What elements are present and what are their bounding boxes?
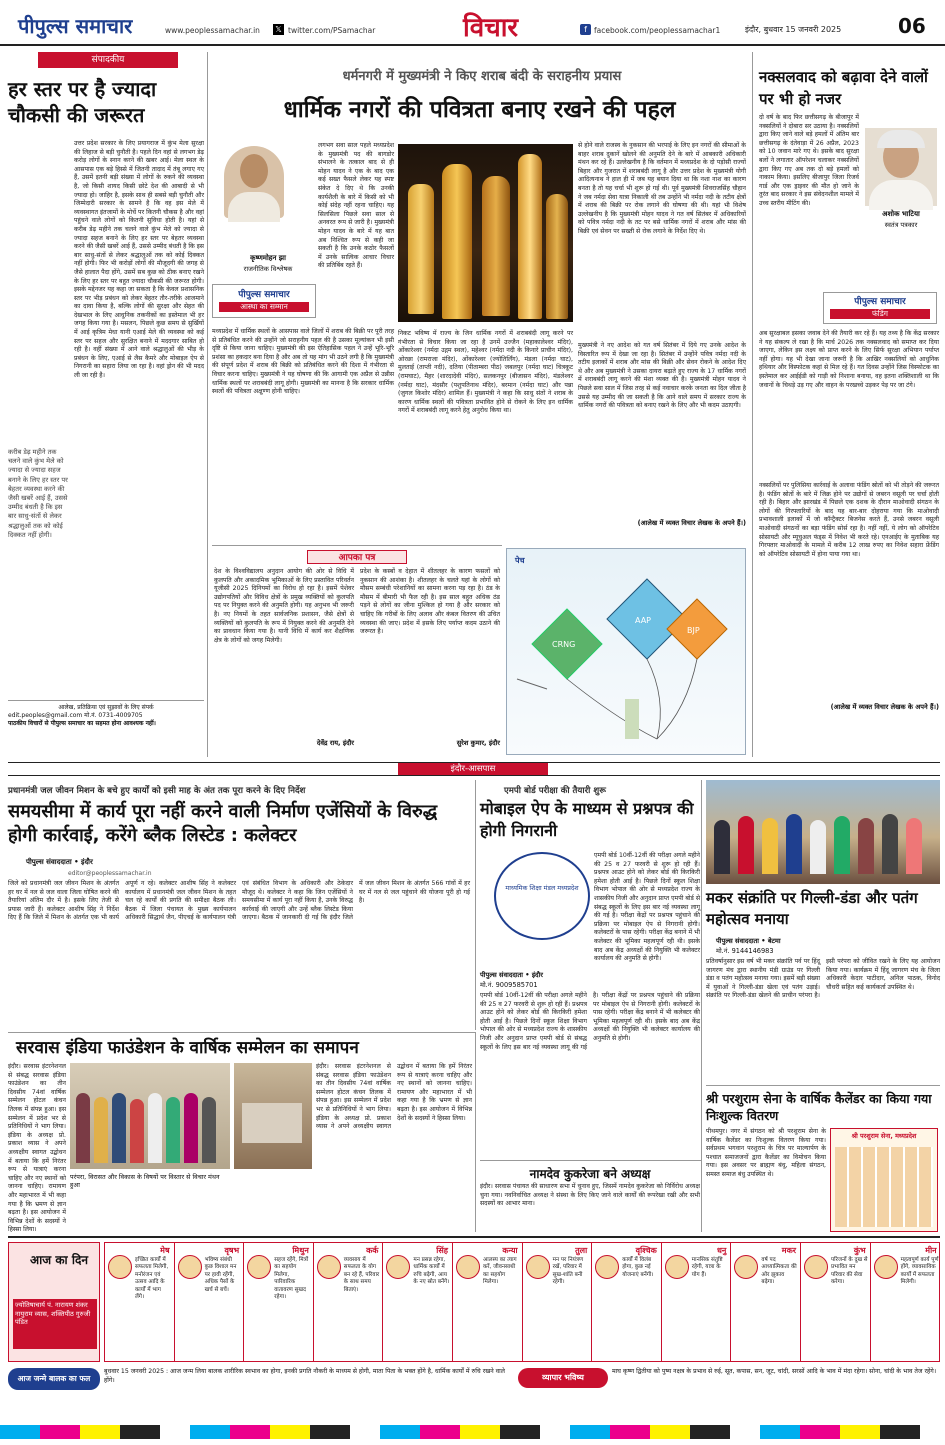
- main-body-col2: मध्यप्रदेश में धार्मिक स्थलों के आसपास वाले जिलों में शराब की बिक्री पर पूरी तरह से प्रतिबंधित करने की उन्होंने जो सराहनीय पहल की है उसका मूल्यांकन भी इसी दृष्टि से किया जाना चाहिए। मुख्यमंत्री की इस ऐतिहासिक पहल ने उन्हें भूरि-भूरि प्रशंसा का हकदार बना दिया है और अब तो यह मांग भी उठने लगी है कि मुख्यमंत्री की संपूर्ण प्रदेश में शराब की बिक्री को प्रतिबंधित करने की दिशा में गंभीरता से विचार करना चाहिए। मुख्यमंत्री ने यह घोषणा की कि आगामी एक अप्रैल से उन्नीस धार्मिक स्थलों पर शराबबंदी लागू होगी। मुख्यमंत्री का मानना है कि सरकार धार्मिक स्थलों की पवित्रता अक्षुण्ण होनी चाहिए।: [212, 328, 394, 396]
- column-logo-box: [212, 284, 316, 318]
- letters-col1-sign: देवेंद्र राय, इंदौर: [316, 739, 354, 747]
- story1-byline: पीपुल्स संवाददाता • इंदौर: [26, 858, 93, 866]
- editorial-headline: हर स्तर पर है ज्यादा चौकसी की जरूरत: [8, 77, 157, 127]
- story2-body-top: एमपी बोर्ड 10वीं-12वीं की परीक्षा अगले महीने की 25 व 27 फरवरी से शुरू हो रही हैं। प्रश्नपत्र आउट होने को लेकर बोर्ड की किरकिरी हमेशा होती आई है। पिछले दिनों स्कूल शिक्षा विभाग भोपाल की ओर से मध्यप्रदेश राज्य के शासकीय निजी और अनुदान प्राप्त एमपी बोर्ड से संबद्ध स्कूलों के लिए इस बार नई व्यवस्था लागू की गई है। परीक्षा केंद्रों पर प्रश्नपत्र पहुंचाने की प्रक्रिया पर मोबाइल ऐप से निगरानी होगी। कलेक्टरों के पास रहेगी। परीक्षा केंद्र बनाने में भी कलेक्टर की भूमिका महत्वपूर्ण रही थी। इसके बाद अब केंद्र अध्यक्षों की नियुक्ति भी कलेक्टर कार्यालय की अनुमति से होगी।: [594, 852, 700, 963]
- main-kicker: धर्मनगरी में मुख्यमंत्री ने किए शराब बंदी के सराहनीय प्रयास: [342, 69, 622, 84]
- story3-body-right: इंदौर। सरवास इंटरनेशनल से संबद्ध सरवास इंडिया फाउंडेशन का तीन दिवसीय 74वां वार्षिक सम्मेलन होटल कंचन तिलक में संपन्न हुआ। इस सम्मेलन में प्रदेश भर से प्रतिनिधियों ने भाग लिया। इंडिया के अध्यक्ष प्रो. प्रकाश व्यास ने अपने अध्यक्षीय स्वागत उद्बोधन में बताया कि हमें निरंतर रूप से यात्राएं करना चाहिए और नए स्थानों को जानना चाहिए। रामायण और महाभारत में भी कहा गया है कि भ्रमण से ज्ञान बढ़ता है। इस आयोजन में विभिन्न देशों के सदस्यों ने हिस्सा लिया।: [316, 1063, 472, 1131]
- main-body-col3: निकट भविष्य में राज्य के जिन धार्मिक नगरों में शराबबंदी लागू करने पर गंभीरता से विचार किया जा रहा है उनमें उज्जैन (महाकालेश्वर मंदिर), ओंकारेश्वर (नर्मदा उद्गम स्थल), महेश्वर (नर्मदा नदी के किनारे प्राचीन मंदिर), ओरछा (रामराजा मंदिर), ओंकारेश्वर (ज्योतिर्लिंग), मंडला (नर्मदा घाट), मुलताई (ताप्ती नदी), दतिया (पीताम्बरा पीठ) जबलपुर (नर्मदा घाट) चित्रकूट (रामघाट), मैहर (शारदादेवी मंदिर), सलकनपुर (बीजासन मंदिर), मंडलेश्वर (नर्मदा घाट), मंदसौर (पशुपतिनाथ मंदिर), बरमान (नर्मदा घाट) और पन्ना (जुगल किशोर मंदिर) शामिल हैं। मुख्यमंत्री ने कहा कि साधु संतों ने शराब के कारण धार्मिक स्थलों की पवित्रता प्रभावित होने से रोकने के लिए इन धार्मिक नगरों में शराबबंदी लागू करने हेतु अनुरोध किया था।: [398, 330, 573, 415]
- editorial-tag: संपादकीय: [38, 52, 178, 68]
- story1-headline: समयसीमा में कार्य पूरा नहीं करने वाली निर्माण एजेंसियों के विरुद्ध होगी कार्रवाई, करेंगे ब्लैक लिस्टेड : कलेक्टर: [8, 801, 438, 846]
- story2-phone: मो.नं. 9009585701: [480, 981, 538, 989]
- sign-icon: [595, 1255, 619, 1279]
- masthead: [0, 0, 945, 46]
- story2-kicker: एमपी बोर्ड परीक्षा की तैयारी शुरू: [504, 786, 606, 796]
- sign-icon: [665, 1255, 689, 1279]
- story-parshuram: [706, 1085, 940, 1232]
- main-body-col4: से होने वाले राजस्व के नुकसान की भरपाई के लिए इन नगरों की सीमाओं के बाहर शराब दुकानें खोलने की अनुमति देने के बारे में आबकारी अधिकारी मंथन कर रहे हैं। उल्लेखनीय है कि वर्तमान में मध्यप्रदेश के दो पड़ोसी राज्यों बिहार और गुजरात में शराबबंदी लागू है और उत्तर प्रदेश के मुख्यमंत्री योगी आदित्यनाथ ने हाल ही में जब यह बयान दिया था कि नशा नाश का कारण बनता है तो यह चर्चा भी शुरू हो गई थी। पूर्व मुख्यमंत्री शिवराजसिंह चौहान ने जब नर्मदा सेवा यात्रा निकाली थी तब उन्होंने भी नर्मदा नदी के तटीय क्षेत्रों में शराब की बिक्री पर रोक लगाने की घोषणा की थी। यहां भी विशेष उल्लेखनीय है कि मुख्यमंत्री मोहन यादव ने गत वर्ष सितंबर में अधिकारियों को पवित्र नर्मदा नदी के तट पर बसे धार्मिक नगरों में शराब और मांस की बिक्री एवं सेवन पर सख्ती से रोक लगाने के निर्देश दिए थे।: [578, 142, 746, 235]
- child-label: आज जन्मे बालक का फल: [8, 1368, 100, 1390]
- sign-icon: [317, 1255, 341, 1279]
- story2-body: एमपी बोर्ड 10वीं-12वीं की परीक्षा अगले महीने की 25 व 27 फरवरी से शुरू हो रही हैं। प्रश्नपत्र आउट होने को लेकर बोर्ड की किरकिरी हमेशा होती आई है। पिछले दिनों स्कूल शिक्षा विभाग भोपाल की ओर से मध्यप्रदेश राज्य के शासकीय निजी और अनुदान प्राप्त एमपी बोर्ड से संबद्ध स्कूलों के लिए इस बार नई व्यवस्था लागू की गई है। परीक्षा केंद्रों पर प्रश्नपत्र पहुंचाने की प्रक्रिया पर मोबाइल ऐप से निगरानी होगी। कलेक्टरों के पास रहेगी। परीक्षा केंद्र बनाने में भी कलेक्टर की भूमिका महत्वपूर्ण रही थी। इसके बाद अब केंद्र अध्यक्षों की नियुक्ति भी कलेक्टर कार्यालय की अनुमति से होगी।: [480, 992, 700, 1051]
- sign-cell-3: [244, 1243, 314, 1361]
- servas-meeting-photo: [234, 1063, 312, 1169]
- sign-cell-6: [453, 1243, 523, 1361]
- sign-cell-2: [175, 1243, 245, 1361]
- sign-text: महत्वपूर्ण कार्य पूर्ण होंगे, व्यावसायिक कार्यों में सफलता मिलेगी।: [900, 1257, 939, 1286]
- sign-text: कार्यों में विलंब होगा, कुछ नई योजनाएं बनेंगी।: [622, 1257, 654, 1278]
- editorial-footer-note: पाठकीय विचारों से पीपुल्स समाचार का सहमत होना आवश्यक नहीं।: [8, 720, 156, 727]
- editorial-pull-quote: करीब डेढ़ महीने तक चलने वाले कुंभ मेले को ज्यादा से ज्यादा सहज बनाने के लिए हर स्तर पर बेहतर व्यवस्था करने की जैसी खबरें आई हैं, उससे उम्मीद बंधती है कि इस बार साधु-संतों से लेकर श्रद्धालुओं तक को कोई दिक्कत नहीं होगी।: [8, 448, 68, 539]
- sign-icon: [108, 1255, 132, 1279]
- issue-date: इंदौर, बुधवार 15 जनवरी 2025: [745, 25, 842, 34]
- horoscope-strip: [8, 1236, 940, 1414]
- sign-icon: [804, 1255, 828, 1279]
- story-collector: [8, 780, 476, 1030]
- main-author-name: कृष्णमोहन झा: [250, 254, 286, 262]
- story3-headline: सरवास इंडिया फाउंडेशन के वार्षिक सम्मेलन का समापन: [16, 1038, 359, 1058]
- panchang-text: ज्योतिषाचार्य पं. नारायण शंकर नायुराम व्यास, शक्तिपीठ गुरुजी पंडित: [13, 1299, 97, 1349]
- sign-icon: [178, 1255, 202, 1279]
- today-title: आज का दिन: [30, 1253, 88, 1267]
- sign-text: व्यवसाय में सफलता के योग बन रहे हैं, परिवार के साथ समय बिताएं।: [343, 1257, 380, 1293]
- sign-cell-10: [731, 1243, 801, 1361]
- story-kukreja: [480, 1160, 702, 1232]
- facebook-link[interactable]: facebook.com/peoplessamachar1: [594, 26, 721, 35]
- story5-phone: मो.नं. 9144146983: [716, 947, 774, 955]
- board-logo: [494, 852, 590, 940]
- sign-icon: [734, 1255, 758, 1279]
- sign-name: मकर: [781, 1246, 796, 1255]
- sign-name: धनु: [717, 1246, 727, 1255]
- letters-box: [212, 545, 502, 757]
- sign-name: कर्क: [366, 1246, 379, 1255]
- story-servas: [8, 1032, 476, 1232]
- story2-headline: मोबाइल ऐप के माध्यम से प्रश्नपत्र की होगी निगरानी: [480, 799, 694, 840]
- liquor-bottles-photo: [398, 144, 573, 322]
- story4-headline: नामदेव कुकरेजा बने अध्यक्ष: [529, 1167, 651, 1181]
- right-column-logo-box: [823, 292, 937, 324]
- story2-byline: पीपुल्स संवाददाता • इंदौर: [480, 971, 543, 979]
- calendar-title: श्री परशुराम सेना, मध्यप्रदेश: [851, 1132, 917, 1140]
- editorial-footer: [8, 700, 204, 728]
- sign-icon: [247, 1255, 271, 1279]
- sign-text: वर्ष पद आध्यात्मिकता की ओर झुकाव बढ़ेगा।: [761, 1257, 797, 1286]
- column-logo: पीपुल्स समाचार: [238, 290, 290, 300]
- right-author-name: अशोक भाटिया: [882, 210, 920, 218]
- kite-text-1: CRNG: [552, 640, 576, 649]
- story6-body: पीथमपुर। नगर में संगठन को श्री परशुराम सेना के वार्षिक कैलेंडर का निःशुल्क वितरण किया गया। सर्वप्रथम भगवान परशुराम के चित्र पर माल्यार्पण के पश्चात समाजजनों द्वारा कैलेंडर का विमोचन किया गया। इस अवसर पर ब्राह्मण बंधु, महिला संगठन, समस्त समाज बंधु उपस्थित थे।: [706, 1128, 826, 1178]
- board-logo-text: माध्यमिक शिक्षा मंडल मध्यप्रदेश: [505, 884, 579, 892]
- kite-text-2: AAP: [635, 616, 651, 625]
- sign-text: मानसिक संतुष्टि रहेगी, यात्रा के योग हैं।: [691, 1257, 723, 1278]
- right-body-col3: नक्सलियों पर पुलिसिया कार्रवाई के अलावा फंडिंग स्रोतों को भी तोड़ने की जरूरत है। फंडिंग स्रोतों के बारे में जिक्र होने पर उद्योगों से जबरन वसूली पर चर्चा होती रही है। बिहार और झारखंड में पिछले एक दशक के दौरान माओवादी संगठन के लोगों की गिरफ्तारियों के बाद यह बार-बार दोहराया गया कि माओवादी प्रभावशाली इलाकों में जो कॉन्ट्रैक्टर बिजनेस करते हैं, उनसे जबरन वसूली माओवादी संगठनों का बड़ा फंडिंग सोर्स रहा है। नहीं नहीं, ये लोग को ऑपरेटिव सोसायटी और म्यूचुअल फंड्स में निवेश भी करते रहे। एनआईए के मुताबिक यह गिरफ्तार माओवादी के मामले में करीब 12 लाख रुपए का निवेश सहारा फ्रेंडिंग को ऑपरेटिव सोसायटी में होना पाया गया था।: [759, 482, 939, 558]
- section-title: विचार: [463, 13, 519, 43]
- right-author-photo: [865, 128, 937, 206]
- letters-col2-sign: सुरेश कुमार, इंदौर: [456, 739, 500, 747]
- sign-cell-5: [383, 1243, 453, 1361]
- story-kite-festival: [706, 780, 940, 1080]
- sign-text: इच्छित कार्यों में सफलता मिलेगी, मनोरंजन एवं उत्सव आदि के कार्यों में भाग लेंगे।: [135, 1257, 169, 1301]
- right-author-role: स्वतंत्र पत्रकार: [884, 221, 918, 229]
- sign-name: सिंह: [436, 1246, 448, 1255]
- sign-name: मिथुन: [292, 1246, 309, 1255]
- editorial-footer-line1: आलेख, प्रतिक्रिया एवं सुझावों के लिए संपर्क: [58, 704, 154, 711]
- editorial-footer-email[interactable]: edit.peoples@gmail.com मो.नं. 0731-4009705: [8, 712, 143, 719]
- signs-grid: [104, 1242, 940, 1362]
- cartoon: [506, 548, 746, 755]
- local-section-bar: [8, 762, 940, 776]
- calendar-image: [830, 1128, 938, 1232]
- child-text: बुधवार 15 जनवरी 2025 : आज जन्म लिया बालक शारीरिक स्वभाव का होगा, इनकी प्रगति नौकरी के माध्यम से होगी, माता पिता के भक्त होंगे है, धार्मिक कार्यों में रुचि रखने वाले होंगे।: [104, 1368, 505, 1384]
- right-headline: नक्सलवाद को बढ़ावा देने वालों पर भी हो नजर: [759, 68, 928, 108]
- monument: [625, 699, 639, 739]
- business-label: व्यापार भविष्य: [518, 1368, 608, 1388]
- sign-name: मीन: [925, 1246, 937, 1255]
- sign-cell-1: [105, 1243, 175, 1361]
- cartoon-label: पेच: [515, 556, 525, 565]
- right-footnote: (आलेख में व्यक्त विचार लेखक के अपने हैं।): [830, 703, 939, 711]
- business-text: माघ कृष्ण द्वितीया को पुष्य नक्षत्र के प्रभाव से रुई, सूत, कपास, सन, जूट, चांदी, सरसों आदि के भाव में मंदा रहेगा। सोना, चांदी के भाव तेज रहेंगे।: [612, 1368, 937, 1375]
- local-section-tag: इंदौर-आसपास: [398, 763, 548, 775]
- sign-name: कुंभ: [853, 1246, 866, 1255]
- sign-cell-11: [801, 1243, 871, 1361]
- twitter-link[interactable]: twitter.com/PSamachar: [288, 26, 376, 35]
- letters-col1: देश के विश्वविद्यालय अनुदान आयोग की ओर से विधि में कुलपति और अकादमिक भूमिकाओं के लिए प्रस्तावित परिवर्तन यूजीसी 2025 दिनियमों का विरोध हो रहा है। इसमें पेशेवर उद्योगपतियों और विविध क्षेत्रों के प्रमुख व्यक्तियों को कुलपति पद पर नियुक्त करने की अनुमति होगी। यह अनुभव भी जरूरी है। नए नियमों के तहत सार्वजनिक प्रशासन, जैसे क्षेत्रों से व्यक्तियों को कुलपति के रूप में नियुक्त करने की अनुमति देने का प्रावधान किया गया है। यानी विधि में कार्य कर शैक्षणिक क्षेत्र के लोगों को जगह मिलेगी।: [214, 568, 354, 644]
- print-register-bar: [0, 1425, 945, 1439]
- sign-cell-8: [592, 1243, 662, 1361]
- story1-kicker: प्रधानमंत्री जल जीवन मिशन के बचे हुए कार्यों को इसी माह के अंत तक पूरा करने के दिए निर्देश: [8, 786, 306, 796]
- sign-icon: [386, 1255, 410, 1279]
- sign-cell-4: [314, 1243, 384, 1361]
- cartoon-kites: [507, 549, 747, 756]
- sign-name: कन्या: [502, 1246, 518, 1255]
- author-photo: [224, 146, 284, 218]
- main-headline: धार्मिक नगरों की पवित्रता बनाए रखने की पहल: [283, 97, 676, 123]
- sign-icon: [456, 1255, 480, 1279]
- sign-text: परिजनों के दुख से प्रभावित मन परिवार की सेवा करेगा।: [831, 1257, 868, 1286]
- sign-icon: [526, 1255, 550, 1279]
- story1-email[interactable]: editor@peoplessamachar.in: [68, 870, 152, 877]
- story4-body: इंदौर। सरवास पंचायत की साधारण सभा में चुनाव हुए, जिसमें नामदेव कुकरेजा को निर्विरोध अध्यक्ष चुना गया। नवनिर्वाचित अध्यक्ष ने संस्था के लिए किए जाने वाले कार्यों की रूपरेखा रखी और सभी सदस्यों का आभार माना।: [480, 1183, 700, 1208]
- sign-cell-12: [871, 1243, 941, 1361]
- right-body-col2: अब सुरक्षाबल इसका जवाब देने की तैयारी कर रहे हैं। यह तथ्य है कि केंद्र सरकार ने यह संकल्प ले रखा है कि मार्च 2026 तक नक्सलवाद को समाप्त कर दिया जाएगा, लेकिन इस लक्ष्य को प्राप्त करने के लिए सिर्फ सुरक्षा अभियान पर्याप्त नहीं होगा। यह भी देखा जाना जरूरी है कि आखिर नक्सलियों को आधुनिक हथियार और विस्फोटक कहां से मिल रहे हैं। गत दिवस उन्होंने जिस विस्फोटक का इस्तेमाल कर आईईडी को गाड़ी को निशाना बनाया, वह इतना शक्तिशाली था कि जवानों के चिथड़े उड़ गए और वाहन के परखच्चे उड़कर पेड़ पर जा टंगे।: [759, 330, 939, 389]
- right-column-name: फंडिंग: [830, 309, 930, 319]
- story5-headline: मकर संक्रांति पर गिल्ली-डंडा और पतंग महोत्सव मनाया: [706, 889, 918, 928]
- column-name: आस्था का सम्मान: [219, 302, 309, 312]
- main-body-col1: लगभग सवा साल पहले मध्यप्रदेश के मुख्यमंत्री पद की बागडोर संभालने के तत्काल बाद से ही मोहन यादव ने एक के बाद एक कई सख्त फैसले लेकर यह स्पष्ट संकेत दे दिए थे कि उनकी कार्यशैली के बारे में किसी को भी कोई संदेह नहीं रहना चाहिए। यह सिलसिला पिछले सवा साल से अनवरत रूप से जारी है। मुख्यमंत्री मोहन यादव के बारे में यह बात अब निश्चित रूप से कही जा सकती है कि उनके कठोर फैसलों में उनके सात्विक आचार विचार की प्रतिबिंब रहते हैं।: [318, 142, 394, 270]
- story6-headline: श्री परशुराम सेना के वार्षिक कैलेंडर का किया गया निःशुल्क वितरण: [706, 1091, 932, 1123]
- facebook-icon: f: [580, 24, 591, 35]
- right-article: [752, 52, 940, 757]
- right-column-logo: पीपुल्स समाचार: [854, 297, 906, 307]
- sign-text: आलस्य का त्याग करें, जीवनसाथी का सहयोग मिलेगा।: [483, 1257, 517, 1286]
- masthead-logo: पीपुल्स समाचार: [18, 14, 133, 38]
- today-box: [8, 1242, 100, 1362]
- website-link[interactable]: www.peoplessamachar.in: [165, 26, 260, 35]
- right-body-col1: दो वर्ष के बाद फिर छत्तीसगढ़ के बीजापुर में नक्सलियों ने दोबारा सर उठाया है। नक्सलियों द्वारा किए जाने वाले बड़े हमलों में अंतिम बार छत्तीसगढ़ के दंतेवाड़ा में 26 अप्रैल, 2023 को 10 जवान मारे गए थे। इसके बाद सुरक्षा बलों ने लगातार ऑपरेशन चलाकर नक्सलियों द्वारा किए गए अब तक दो बड़े हमलों को नाकाम किया। इसलिए बीजापुर जिला रिजर्व गार्ड और एक ड्राइवर की मौत हो जाने के तुरंत बाद सरकार ने इस संवेदनशील मामले में उच्च स्तरीय मीटिंग की।: [759, 114, 859, 207]
- sign-text: भविष्य संबंधी कुछ विशाल मन पर हावी रहेंगी, अधिक पैसों के खर्च से बचें।: [204, 1257, 237, 1293]
- sign-icon: [874, 1255, 898, 1279]
- story1-body: जिले को प्रधानमंत्री जल जीवन मिशन के अंतर्गत हर घर में नल से जल वाला जिला घोषित करने की तैयारियां अंतिम दौर में है। इसके लिए तेजी से प्रयास जारी हैं। कलेक्टर आशीष सिंह ने निर्देश दिए हैं कि जिले में मिशन के अंतर्गत एक भी कार्य अपूर्ण न रहे। कलेक्टर आशीष सिंह ने कलेक्टर कार्यालय में प्रधानमंत्री जल जीवन मिशन के तहत चल रहे कार्यों की प्रगति की समीक्षा बैठक ली। बैठक में जिला पंचायत के मुख्य कार्यपालन अधिकारी सिद्धार्थ जैन, पीएचई के कार्यपालन यंत्री एवं संबंधित विभाग के अधिकारी और ठेकेदार मौजूद थे। कलेक्टर ने कहा कि जिन एजेंसियों ने समयसीमा में कार्य पूरा नहीं किया है, उनके विरुद्ध कार्रवाई की जाएगी और उन्हें ब्लैक लिस्टेड किया जाएगा। बैठक में जानकारी दी गई कि इंदौर जिले में जल जीवन मिशन के अंतर्गत 566 गांवों में हर घर में नल से जल पहुंचाने की योजना पूरी हो गई है।: [8, 880, 470, 922]
- story5-body: प्रतिवर्षानुसार इस वर्ष भी मकर संक्रांति पर्व पर हिंदू जागरण मंच द्वारा स्थानीय मंडी ग्राउंड पर गिल्ली डंडा व पतंग महोत्सव मनाया गया। इसमें बड़ी संख्या में युवाओं ने गिल्ली-डंडा खेला एवं पतंग उड़ाई। संक्रांति पर गिल्ली-डंडा खेलने की प्राचीन परंपरा है। इसी परंपरा को जीवित रखने के लिए यह आयोजन किया गया। कार्यक्रम में हिंदू जागरण मंच के जिला अधिकारी केदार पाटीदार, अनिल पाठक, विनोद चौधरी सहित कई कार्यकर्ता उपस्थित थे।: [706, 958, 940, 1000]
- sign-name: मेष: [160, 1246, 170, 1255]
- main-article: [212, 52, 747, 557]
- editorial-body: उत्तर प्रदेश सरकार के लिए प्रयागराज में कुंभ मेला सुरक्षा की लिहाज से बड़ी चुनौती है। पहले दिन वहां से लगभग डेढ़ करोड़ लोगों के स्नान करने की खबर आई। मेला स्थल के आसपास एक बड़े हिस्से में जितनी तादाद में तंबू लगाए गए हैं, उसमें इतनी बड़ी संख्या में लोगों के रुकने की व्यवस्था है, जो किसी शायद किसी छोटे देश की आबादी से भी ज्यादा हो। जाहिर है, इसके साथ ही सबसे बड़ी चुनौती और जिम्मेदारी सरकार के सामने है कि वह इस मेले में व्यवस्थागत इंतजामों के मोर्चे पर कितनी चौकस है और वहां पहुंचने वाले लोगों को कितनी सुविधा होती है। यहां से करीब डेढ़ महीने तक चलने वाले कुंभ मेले को ज्यादा से ज्यादा सहज बनाने के लिए हर स्तर पर बेहतर व्यवस्था करने की जैसी खबरें आई हैं, उससे उम्मीद बंधती है कि इस बार साधु-संतों से लेकर श्रद्धालुओं तक को कोई दिक्कत नहीं होगी। फिर भी करोड़ों लोगों की मौजूदगी की जगह से जैसे हालात पैदा होंगे, उसमें सब कुछ को ठीक बनाए रखने के लिए हर स्तर पर बहुत ज्यादा चौकसी की जरूरत होगी। इसके मद्देनजर यह कहा जा सकता है कि केवल प्रशासनिक स्तर पर भीड़ प्रबंधन को लेकर बेहतर तौर-तरीके आजमाने का दावा किया है, बल्कि लोगों की सुरक्षा और सेहत की देखभाल के लिए आधुनिक तकनीकों का इस्तेमाल भी हर जगह किया गया है। मसलन, पिछले कुछ समय से सुर्खियों में आई कृत्रिम मेधा यानी एआई मेले की व्यवस्था को कई स्तर पर सहज और सुरक्षित बनाने में मददगार साबित हो रही है। वहीं संख्या में आने वाले श्रद्धालुओं की भीड़ के प्रबंधन के लिए, एआई से लैस कैमरे और मोबाइल ऐप से निगरानी का सहारा लिया जा रहा है। वहां ड्रोन की भी मदद ली जा रही है।: [74, 140, 204, 380]
- story3-body-left: इंदौर। सरवास इंटरनेशनल से संबद्ध सरवास इंडिया फाउंडेशन का तीन दिवसीय 74वां वार्षिक सम्मेलन होटल कंचन तिलक में संपन्न हुआ। इस सम्मेलन में प्रदेश भर से प्रतिनिधियों ने भाग लिया। इंडिया के अध्यक्ष प्रो. प्रकाश व्यास ने अपने अध्यक्षीय स्वागत उद्बोधन में बताया कि हमें निरंतर रूप से यात्राएं करना चाहिए और नए स्थानों को जानना चाहिए। रामायण और महाभारत में भी कहा गया है कि भ्रमण से ज्ञान बढ़ता है। इस आयोजन में विभिन्न देशों के सदस्यों ने हिस्सा लिया।: [8, 1063, 66, 1234]
- servas-group-photo: [70, 1063, 230, 1169]
- sign-name: वृश्चिक: [635, 1246, 657, 1255]
- festival-group-photo: [706, 780, 940, 884]
- sign-text: मन पर नियंत्रण रखें, परिवार में सुख-शांति बनी रहेगी।: [552, 1257, 583, 1286]
- twitter-icon: 𝕏: [273, 24, 284, 35]
- main-footnote: (आलेख में व्यक्त विचार लेखक के अपने हैं।): [637, 519, 746, 527]
- sign-text: सहज रहेंगे, मित्रों का सहयोग मिलेगा, पारिवारिक वातावरण सुखद रहेगा।: [274, 1257, 309, 1301]
- page-number: 06: [898, 14, 926, 38]
- letters-col2: प्रदेश के कस्बों व देहात में शीतलहर के कारण फसलों को नुकसान की आशंका है। शीतलहर के चलते यहां के लोगों को मौसम सम्बंधी परेशानियों का सामना करना पड़ रहा है। ठंड के मौसम में बीमारी भी फैल रही है। इस साल बहुत अधिक ठंड पड़ने से लोगों का जीना मुश्किल हो गया है और सरकार को चाहिए कि गरीबों के लिए अलाव और कंबल वितरण की उचित व्यवस्था की जाए। प्रदेश में इसके लिए पर्याप्त कदम उठाने की जरूरत है।: [360, 568, 500, 636]
- letters-title: आपका पत्र: [307, 550, 407, 564]
- main-body-col5: मुख्यमंत्री ने नए आदेश को गत वर्ष सितंबर में दिये गए उनके आदेश के विस्तारित रूप में देखा जा रहा है। सितंबर में उन्होंने पवित्र नर्मदा नदी के तटीय इलाकों में शराब और मांस की बिक्री और सेवन रोकने के आदेश दिए थे और अब मुख्यमंत्री ने उसका दायरा बढ़ाते हुए राज्य के 17 धार्मिक नगरों में शराबबंदी लागू करने की मंशा व्यक्त की है। मुख्यमंत्री मोहन यादव ने पिछले सवा साल में जिस तरह से कई नवाचार करके जनता का दिल जीता है उससे यह उम्मीद की जा सकती है कि आने वाले समय में सरकार राज्य के धार्मिक नगरों की पवित्रता को बनाए रखने के लिए और भी कदम उठाएगी।: [578, 342, 746, 410]
- editorial-column: [8, 52, 208, 757]
- sign-text: मन प्रसन्न रहेगा, धार्मिक कार्यों में रुचि बढ़ेगी, आय के नए स्रोत बनेंगे।: [413, 1257, 450, 1286]
- story5-byline: पीपुल्स संवाददाता • बेटमा: [716, 937, 781, 945]
- story3-caption: परंपरा, विरासत और विकास के विषयों पर विस्तार से विचार मंथन हुआ: [70, 1173, 220, 1189]
- sign-name: वृषभ: [224, 1246, 240, 1255]
- sign-cell-9: [662, 1243, 732, 1361]
- sign-name: तुला: [575, 1246, 588, 1255]
- main-author-role: राजनीतिक विश्लेषक: [243, 265, 293, 273]
- sign-cell-7: [523, 1243, 593, 1361]
- kite-text-3: BJP: [687, 626, 700, 635]
